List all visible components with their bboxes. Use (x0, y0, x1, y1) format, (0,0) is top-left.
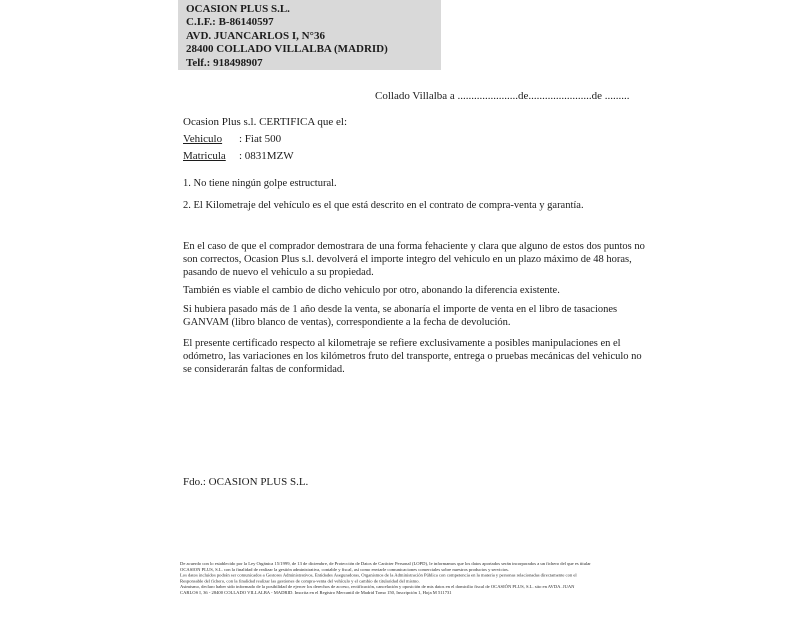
plate-label: Matricula (183, 150, 226, 162)
legal-line-2: OCASION PLUS, S.L. con la finalidad de realizar la gestión administrativa, contable y fiscal, así como enviarle comunicaciones comerciales sobre nuestros productos y servicios. (180, 566, 509, 572)
vehicle-label: Vehiculo (183, 133, 223, 145)
date-fill-in-line: Collado Villalba a ......................de.......................de ......... (375, 90, 630, 102)
company-address: AVD. JUANCARLOS I, N°36 (186, 29, 325, 42)
company-phone: Telf.: 918498907 (186, 56, 263, 69)
certification-block (183, 114, 347, 165)
vehicle-row (183, 131, 347, 148)
paragraph-refund-terms: En el caso de que el comprador demostrara de una forma fehaciente y clara que alguno de estos dos puntos no son correctos, Ocasion Plus s.l. devolverá el importe integro del vehiculo en un plazo máximo de 48 horas, pasando de nuevo el vehiculo a su propiedad. (183, 241, 645, 279)
certify-intro: Ocasion Plus s.l. CERTIFICA que el: (183, 116, 348, 128)
company-letterhead (178, 0, 441, 70)
company-cif: C.I.F.: B-86140597 (186, 16, 274, 29)
legal-line-1: De acuerdo con lo establecido por la Ley Orgánica 15/1999, de 13 de diciembre, de Protección de Datos de Carácter Personal (LOPD), le informamos que los datos aportados serán incorporados a un fichero del que es titular (180, 561, 591, 566)
plate-value: : 0831MZW (239, 150, 294, 162)
certified-point-2: 2. El Kilometraje del vehículo es el que está descrito en el contrato de compra-venta y garantía. (183, 200, 584, 211)
plate-row (183, 148, 347, 165)
paragraph-exchange-option: También es viable el cambio de dicho vehiculo por otro, abonando la diferencia existente. (183, 285, 560, 296)
company-city: 28400 COLLADO VILLALBA (MADRID) (186, 43, 388, 56)
company-name: OCASION PLUS S.L. (186, 3, 290, 15)
certified-point-1: 1. No tiene ningún golpe estructural. (183, 178, 337, 189)
vehicle-value: : Fiat 500 (239, 133, 282, 145)
legal-line-4: Responsable del fichero, con la finalidad realizar las gestiones de compra-venta del vehículo y el cambio de titularidad del mismo. (180, 578, 420, 584)
paragraph-ganvam-valuation: Si hubiera pasado más de 1 año desde la venta, se abonaría el importe de venta en el libro de tasaciones GANVAM (libro blanco de ventas), correspondiente a la fecha de devolución. (183, 304, 618, 329)
paragraph-odometer-disclaimer: El presente certificado respecto al kilometraje se refiere exclusivamente a posibles manipulaciones en el odómetro, las variaciones en los kilómetros fruto del transporte, entrega o pruebas mecánicas del vehiculo no se considerarán faltas de conformidad. (183, 338, 642, 376)
legal-line-6: CARLOS I, 36 - 28400 COLLADO VILLALBA - MADRID. Inscrita en el Registro Mercantil de Madrid Tomo 150, Inscripción 1, Hoja M 511731 (180, 589, 452, 595)
legal-line-3: Los datos incluidos podrán ser comunicados a Gestores Administrativos, Entidades Aseguradoras, Organismos de la Administración Pública con competencia en la materia y personas relacionadas directamente con el (180, 572, 577, 578)
legal-line-5: Asimismo, declaro haber sido informado de la posibilidad de ejercer los derechos de acceso, rectificación, cancelación y oposición de mis datos en el domicilio fiscal de OCASIÓN PLUS, S.L. sito en AVDA. JUAN (180, 584, 575, 590)
signature-line: Fdo.: OCASION PLUS S.L. (183, 476, 309, 488)
legal-fine-print (180, 561, 800, 631)
